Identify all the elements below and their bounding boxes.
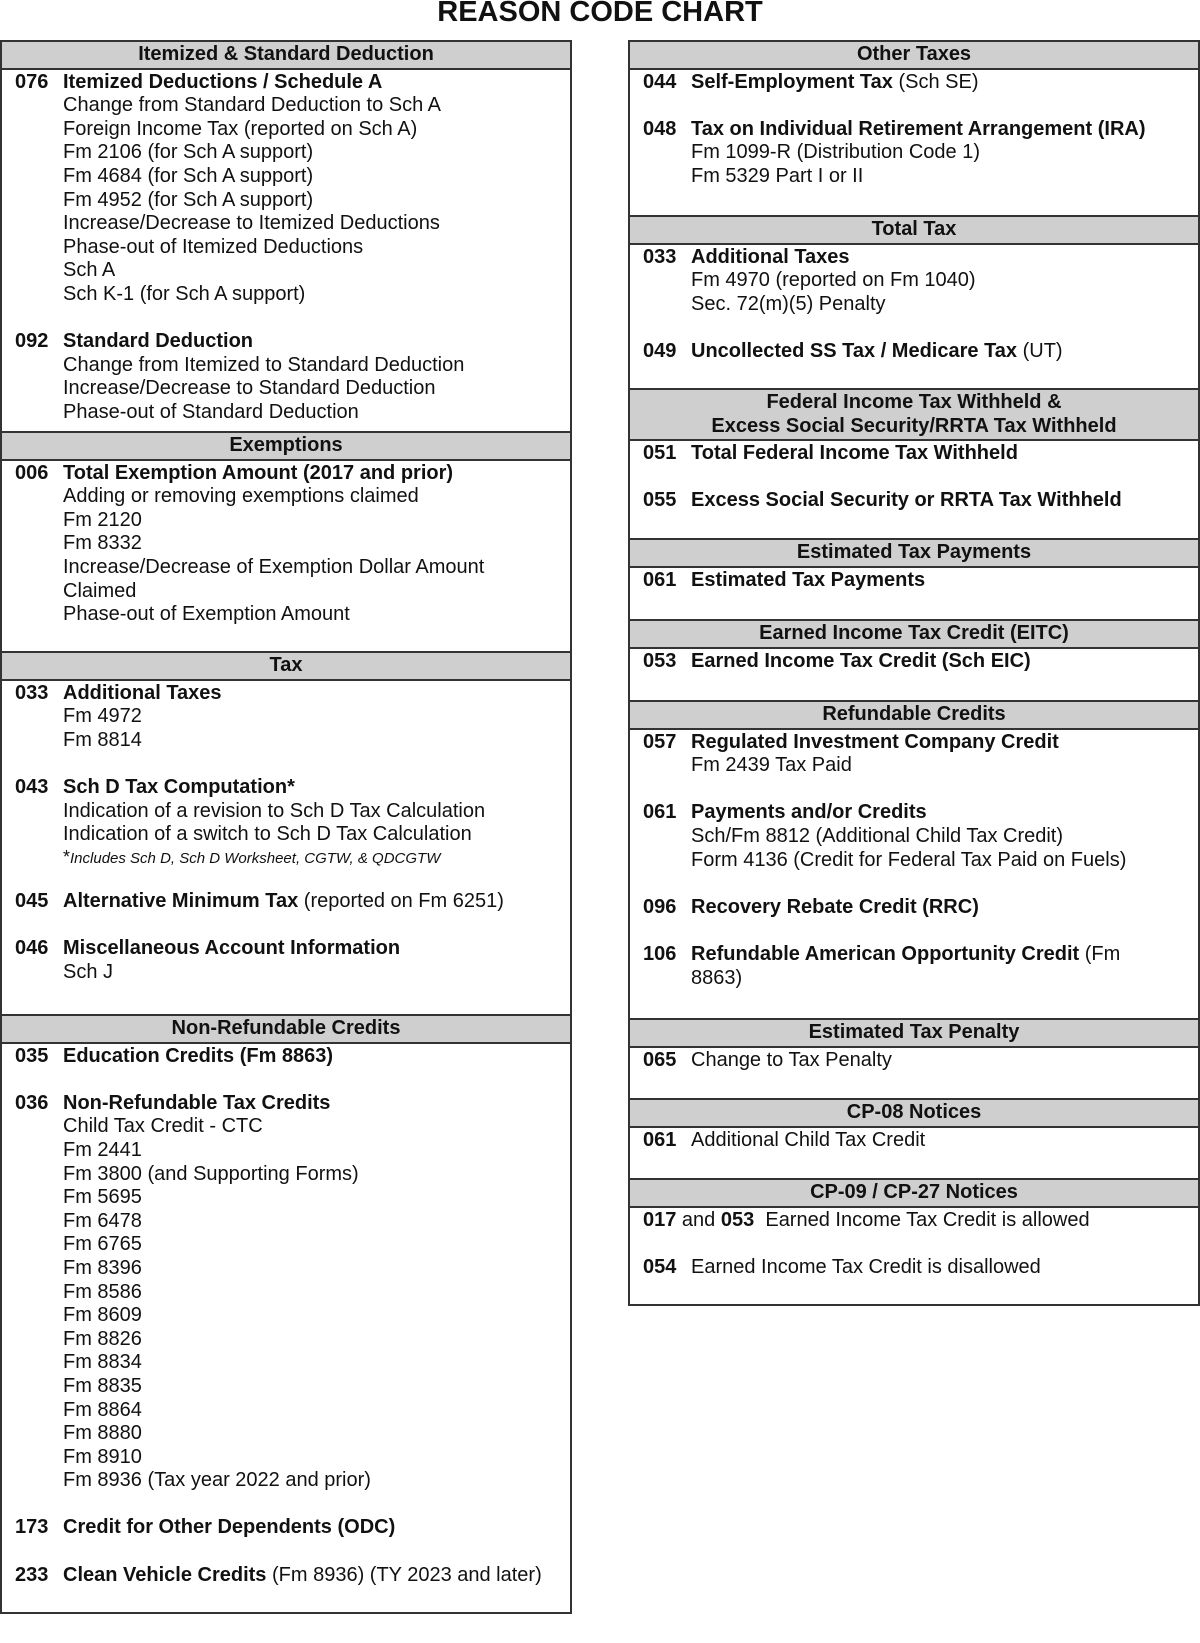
reason-code: 046 <box>15 936 49 959</box>
sub-item: Foreign Income Tax (reported on Sch A) <box>63 117 418 140</box>
sub-item: Fm 4972 <box>63 705 142 728</box>
entry-title: Refundable American Opportunity Credit <box>691 942 1080 965</box>
sub-item: Fm 8864 <box>63 1398 142 1421</box>
sub-item: Fm 8814 <box>63 728 142 751</box>
sub-item: Fm 4684 (for Sch A support) <box>63 164 314 187</box>
section-header: Total Tax <box>630 217 1198 245</box>
entry-title: Miscellaneous Account Information <box>63 936 401 959</box>
reason-code: 233 <box>15 1563 49 1586</box>
reason-code: 054 <box>643 1255 677 1278</box>
entry-title: Credit for Other Dependents (ODC) <box>63 1516 396 1539</box>
footnote <box>63 847 560 869</box>
section-header: CP-08 Notices <box>630 1100 1198 1128</box>
footnote-asterisk: * <box>63 846 71 867</box>
entry-title: Additional Taxes <box>63 681 222 704</box>
sub-item: Fm 8586 <box>63 1280 142 1303</box>
reason-code-entry-076 <box>15 71 560 307</box>
section-tax-withheld <box>628 388 1200 540</box>
entry-title: Sch D Tax Computation* <box>63 775 295 798</box>
sub-item: Fm 6765 <box>63 1233 142 1256</box>
reason-code-entry-045 <box>15 890 560 914</box>
reason-code: 035 <box>15 1044 49 1067</box>
sub-item: Fm 6478 <box>63 1209 142 1232</box>
reason-code: 053 <box>643 649 677 672</box>
sub-item: Fm 8835 <box>63 1374 142 1397</box>
section-header: Tax <box>2 653 570 681</box>
section-header-line: Excess Social Security/RRTA Tax Withheld <box>711 414 1117 437</box>
reason-code-entry-044 <box>643 71 1188 95</box>
sub-item: Fm 8396 <box>63 1256 142 1279</box>
reason-code-entry-035 <box>15 1045 560 1069</box>
reason-code: 033 <box>15 681 49 704</box>
reason-code-entry-048 <box>643 118 1188 189</box>
sub-item: Phase-out of Exemption Amount <box>63 603 350 626</box>
entry-title: Change to Tax Penalty <box>691 1048 892 1071</box>
entry-detail: (Sch SE) <box>892 70 979 93</box>
entry-title: Uncollected SS Tax / Medicare Tax <box>691 339 1018 362</box>
sub-item: Sch J <box>63 960 114 983</box>
reason-code-entry-046 <box>15 937 560 984</box>
sub-item: Fm 1099-R (Distribution Code 1) <box>691 141 980 164</box>
sub-item: Adding or removing exemptions claimed <box>63 485 419 508</box>
sub-item: Fm 2120 <box>63 508 142 531</box>
reason-code: 061 <box>643 568 677 591</box>
reason-code-entry-033 <box>15 682 560 753</box>
section-eitc <box>628 619 1200 702</box>
sub-item: Fm 5695 <box>63 1186 142 1209</box>
sub-item: Claimed <box>63 579 137 602</box>
sub-item: Sch/Fm 8812 (Additional Child Tax Credit) <box>691 824 1064 847</box>
reason-code-entry-106 <box>643 943 1188 990</box>
reason-code-entry-057 <box>643 731 1188 778</box>
reason-code: 053 <box>720 1208 755 1231</box>
section-exemptions <box>0 431 572 653</box>
entry-title: Earned Income Tax Credit (Sch EIC) <box>691 649 1031 672</box>
sub-item: Fm 8880 <box>63 1422 142 1445</box>
section-header: Itemized & Standard Deduction <box>2 42 570 70</box>
section-header: CP-09 / CP-27 Notices <box>630 1180 1198 1208</box>
reason-code-entry-017-053 <box>643 1209 1188 1233</box>
section-header: Non-Refundable Credits <box>2 1016 570 1044</box>
sub-item: Fm 8936 (Tax year 2022 and prior) <box>63 1469 371 1492</box>
sub-item: Fm 4952 (for Sch A support) <box>63 188 314 211</box>
sub-item: Sch K-1 (for Sch A support) <box>63 282 306 305</box>
section-header-line: Federal Income Tax Withheld & <box>766 391 1062 413</box>
reason-code: 065 <box>643 1048 677 1071</box>
entry-title: Itemized Deductions / Schedule A <box>63 70 383 93</box>
entry-title: Education Credits (Fm 8863) <box>63 1044 334 1067</box>
reason-code: 036 <box>15 1091 49 1114</box>
section-header: Other Taxes <box>630 42 1198 70</box>
entry-title: Additional Taxes <box>691 245 850 268</box>
section-non-refundable-credits <box>0 1014 572 1614</box>
sub-item: Indication of a revision to Sch D Tax Calculation <box>63 799 486 822</box>
reason-code-entry-096 <box>643 896 1188 920</box>
section-estimated-tax-payments <box>628 538 1200 621</box>
sub-item: Sec. 72(m)(5) Penalty <box>691 292 886 315</box>
entry-detail-continued: 8863) <box>691 966 743 989</box>
sub-item: Phase-out of Itemized Deductions <box>63 235 364 258</box>
section-tax <box>0 651 572 1016</box>
section-header: Estimated Tax Payments <box>630 540 1198 568</box>
entry-title: Standard Deduction <box>63 330 254 353</box>
reason-code: 173 <box>15 1516 49 1539</box>
entry-title: Tax on Individual Retirement Arrangement (IRA) <box>691 117 1146 140</box>
reason-code: 006 <box>15 461 49 484</box>
reason-code-entry-233 <box>15 1564 560 1588</box>
entry-title: Payments and/or Credits <box>691 801 927 824</box>
reason-code: 048 <box>643 117 677 140</box>
sub-item: Fm 8826 <box>63 1327 142 1350</box>
sub-item: Fm 8910 <box>63 1445 142 1468</box>
sub-item: Indication of a switch to Sch D Tax Calculation <box>63 823 472 846</box>
sub-item: Fm 8332 <box>63 532 142 555</box>
sub-item: Increase/Decrease to Standard Deduction <box>63 377 436 400</box>
section-cp-08-notices <box>628 1098 1200 1180</box>
reason-code-entry-036 <box>15 1092 560 1493</box>
entry-detail: (reported on Fm 6251) <box>298 889 504 912</box>
reason-code-entry-092 <box>15 330 560 424</box>
sub-item: Change from Standard Deduction to Sch A <box>63 94 442 117</box>
sub-item: Fm 4970 (reported on Fm 1040) <box>691 269 976 292</box>
sub-item: Form 4136 (Credit for Federal Tax Paid on Fuels) <box>691 848 1127 871</box>
entry-title: Earned Income Tax Credit is disallowed <box>691 1255 1041 1278</box>
reason-code-entry-065 <box>643 1049 1188 1073</box>
section-refundable-credits <box>628 700 1200 1020</box>
page-title: REASON CODE CHART <box>437 0 763 28</box>
reason-code: 061 <box>643 1128 677 1151</box>
reason-code: 057 <box>643 730 677 753</box>
entry-title: Additional Child Tax Credit <box>691 1128 926 1151</box>
reason-code: 044 <box>643 70 677 93</box>
reason-code: 049 <box>643 339 677 362</box>
reason-code-entry-051 <box>643 442 1188 466</box>
section-header: Refundable Credits <box>630 702 1198 730</box>
entry-title: Estimated Tax Payments <box>691 568 926 591</box>
entry-title: Clean Vehicle Credits <box>63 1563 267 1586</box>
entry-title: Total Federal Income Tax Withheld <box>691 442 1018 465</box>
entry-title: Regulated Investment Company Credit <box>691 730 1059 753</box>
reason-code-entry-049 <box>643 340 1188 364</box>
sub-item: Increase/Decrease of Exemption Dollar Amount <box>63 555 485 578</box>
sub-item: Fm 3800 (and Supporting Forms) <box>63 1162 359 1185</box>
section-cp-09-cp-27-notices <box>628 1178 1200 1306</box>
reason-code: 055 <box>643 489 677 512</box>
entry-title: Self-Employment Tax <box>691 70 893 93</box>
section-estimated-tax-penalty <box>628 1018 1200 1100</box>
section-total-tax <box>628 215 1200 390</box>
reason-code: 092 <box>15 330 49 353</box>
reason-code: 033 <box>643 245 677 268</box>
sub-item: Fm 8834 <box>63 1351 142 1374</box>
entry-detail: (Fm <box>1079 942 1121 965</box>
sub-item: Fm 2441 <box>63 1138 142 1161</box>
sub-item: Fm 2439 Tax Paid <box>691 754 852 777</box>
reason-code: 017 <box>643 1208 677 1231</box>
reason-code-entry-055 <box>643 489 1188 513</box>
reason-code-entry-006 <box>15 462 560 627</box>
section-header: Exemptions <box>2 433 570 461</box>
sub-item: Fm 5329 Part I or II <box>691 164 864 187</box>
reason-code: 076 <box>15 70 49 93</box>
entry-detail: (UT) <box>1017 339 1063 362</box>
entry-title: Earned Income Tax Credit is allowed <box>754 1208 1090 1231</box>
reason-code-entry-061 <box>643 801 1188 872</box>
sub-item: Change from Itemized to Standard Deduction <box>63 353 465 376</box>
reason-code-entry-173 <box>15 1516 560 1540</box>
section-header: Earned Income Tax Credit (EITC) <box>630 621 1198 649</box>
reason-code-entry-043 <box>15 776 560 869</box>
reason-code-entry-061 <box>643 1129 1188 1153</box>
sub-item: Increase/Decrease to Itemized Deductions <box>63 212 440 235</box>
entry-title: Excess Social Security or RRTA Tax Withheld <box>691 489 1122 512</box>
sub-item: Sch A <box>63 259 116 282</box>
entry-detail: (Fm 8936) (TY 2023 and later) <box>266 1563 542 1586</box>
reason-code-entry-033 <box>643 246 1188 317</box>
reason-code-entry-053 <box>643 650 1188 674</box>
section-header: Estimated Tax Penalty <box>630 1020 1198 1048</box>
right-column <box>628 42 1200 1306</box>
section-other-taxes <box>628 40 1200 217</box>
reason-code: 051 <box>643 442 677 465</box>
reason-code: 043 <box>15 775 49 798</box>
reason-code: 106 <box>643 942 677 965</box>
sub-item: Child Tax Credit - CTC <box>63 1115 263 1138</box>
sub-item: Fm 8609 <box>63 1304 142 1327</box>
reason-code: 061 <box>643 801 677 824</box>
sub-item: Fm 2106 (for Sch A support) <box>63 141 314 164</box>
entry-title: Alternative Minimum Tax <box>63 889 299 912</box>
section-header <box>630 390 1198 441</box>
reason-code-entry-061 <box>643 569 1188 593</box>
reason-code: 096 <box>643 895 677 918</box>
entry-title: Total Exemption Amount (2017 and prior) <box>63 461 454 484</box>
entry-title: Recovery Rebate Credit (RRC) <box>691 895 979 918</box>
left-column <box>0 42 572 1614</box>
entry-title: Non-Refundable Tax Credits <box>63 1091 331 1114</box>
reason-code-entry-054 <box>643 1256 1188 1280</box>
sub-item: Phase-out of Standard Deduction <box>63 400 359 423</box>
footnote-text: Includes Sch D, Sch D Worksheet, CGTW, & QDCGTW <box>70 849 441 867</box>
conjunction: and <box>676 1208 721 1231</box>
section-itemized-standard-deduction <box>0 40 572 433</box>
reason-code: 045 <box>15 889 49 912</box>
